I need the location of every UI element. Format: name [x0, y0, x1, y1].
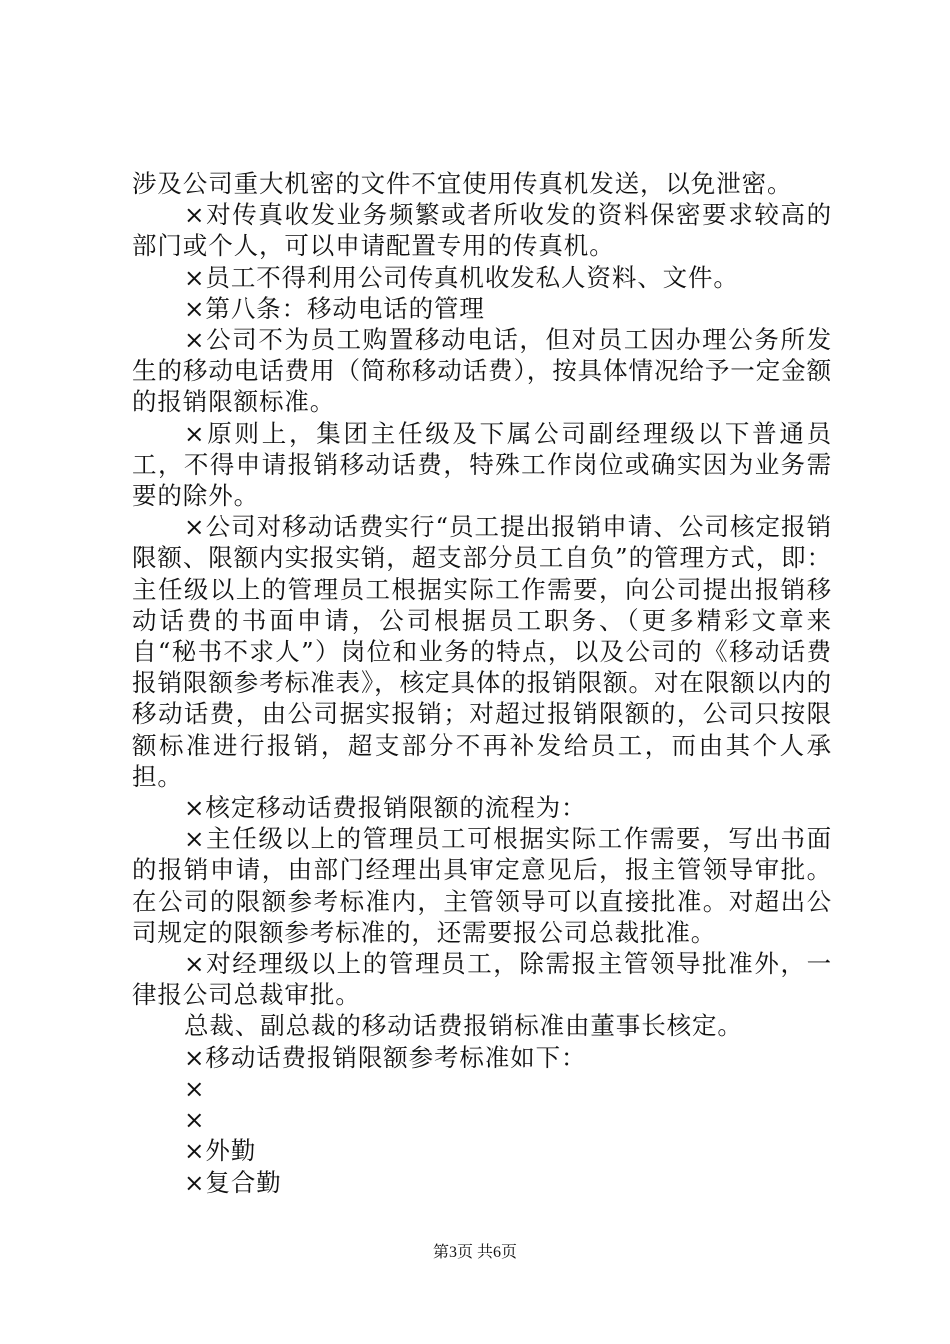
paragraph: ×外勤 — [184, 1136, 257, 1166]
document-body — [132, 168, 832, 1198]
paragraph: ×复合勤 — [184, 1167, 282, 1197]
paragraph: ×第八条：移动电话的管理 — [184, 293, 485, 323]
paragraph: ×员工不得利用公司传真机收发私人资料、文件。 — [184, 262, 739, 292]
paragraph: ×主任级以上的管理员工可根据实际工作需要，写出书面的报销申请，由部门经理出具审定意见后，报主管领导审批。在公司的限额参考标准内，主管领导可以直接批准。对超出公司规定的限额参考标准的，还需要报公司总裁批准。 — [132, 824, 832, 947]
paragraph: 总裁、副总裁的移动话费报销标准由董事长核定。 — [184, 1011, 743, 1041]
paragraph: ×对传真收发业务频繁或者所收发的资料保密要求较高的部门或个人，可以申请配置专用的传真机。 — [132, 200, 832, 261]
paragraph: ×原则上，集团主任级及下属公司副经理级以下普通员工，不得申请报销移动话费，特殊工作岗位或确实因为业务需要的除外。 — [132, 418, 832, 511]
paragraph: ×核定移动话费报销限额的流程为： — [184, 793, 587, 823]
paragraph: × — [184, 1073, 206, 1103]
paragraph: ×对经理级以上的管理员工，除需报主管领导批准外，一律报公司总裁审批。 — [132, 949, 832, 1010]
paragraph: × — [184, 1105, 206, 1135]
paragraph: ×公司不为员工购置移动电话，但对员工因办理公务所发生的移动电话费用（简称移动话费），按具体情况给予一定金额的报销限额标准。 — [132, 325, 832, 417]
page-number-footer: 第3页 共6页 — [432, 1244, 517, 1261]
paragraph: ×移动话费报销限额参考标准如下： — [184, 1042, 587, 1072]
paragraph: 涉及公司重大机密的文件不宜使用传真机发送，以免泄密。 — [132, 169, 793, 198]
paragraph: ×公司对移动话费实行“员工提出报销申请、公司核定报销限额、限额内实报实销，超支部分员工自负”的管理方式，即：主任级以上的管理员工根据实际工作需要，向公司提出报销移动话费的书面申请，公司根据员工职务、（更多精彩文章来自“秘书不求人”）岗位和业务的特点，以及公司的《移动话费报销限额参考标准表》，核定具体的报销限额。对在限额以内的移动话费，由公司据实报销；对超过报销限额的，公司只按限额标准进行报销，超支部分不再补发给员工，而由其个人承担。 — [132, 512, 832, 791]
